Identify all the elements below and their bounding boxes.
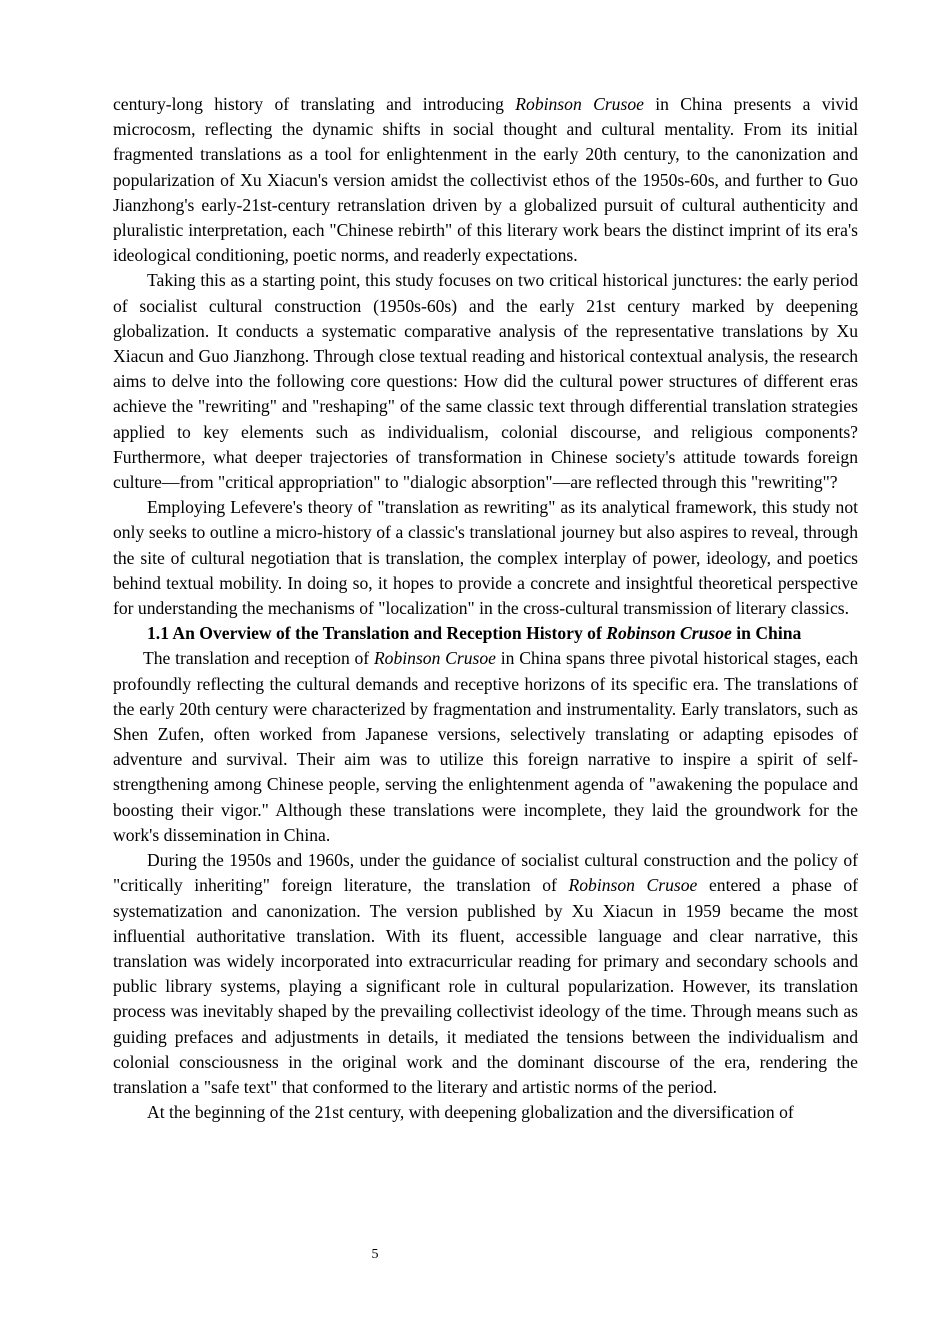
heading-text: 1.1 An Overview of the Translation and Reception History of xyxy=(147,623,607,644)
paragraph-research-focus xyxy=(113,268,858,495)
paragraph-intro-continued xyxy=(113,92,858,268)
paragraph-text: entered a phase of systematization and canonization. The version published by Xu Xiacun in 1959 became the most influential authoritative translation. With its fluent, accessible language and clear narrative, this translation was widely incorporated into extracurricular reading for primary and secondary schools and public library systems, playing a significant role in cultural popularization. However, its translation process was inevitably shaped by the prevailing collectivist ideology of the time. Through means such as guiding prefaces and adjustments in details, it mediated the tensions between the individualism and colonial consciousness in the original work and the dominant discourse of the era, rendering the translation a "safe text" that conformed to the literary and artistic norms of the period. xyxy=(113,875,858,1097)
paragraph-text: Taking this as a starting point, this study focuses on two critical historical junctures: the early period of socialist cultural construction (1950s-60s) and the early 21st century marked by deepening globalization. It conducts a systematic comparative analysis of the representative translations by Xu Xiacun and Guo Jianzhong. Through close textual reading and historical contextual analysis, the research aims to delve into the following core questions: How did the cultural power structures of different eras achieve the "rewriting" and "reshaping" of the same classic text through differential translation strategies applied to key elements such as individualism, colonial discourse, and religious components? Furthermore, what deeper trajectories of transformation in Chinese society's attitude towards foreign culture—from "critical appropriation" to "dialogic absorption"—are reflected through this "rewriting"? xyxy=(113,270,858,493)
paragraph-text: in China spans three pivotal historical stages, each profoundly reflecting the cultural demands and receptive horizons of its specific era. The translations of the early 20th century were characterized by fragmentation and instrumentality. Early translators, such as Shen Zufen, often worked from Japanese versions, selectively translating or adapting episodes of adventure and survival. Their aim was to utilize this foreign narrative to inspire a spirit of self-strengthening among Chinese people, serving the enlightenment agenda of "awakening the populace and boosting their vigor." Although these translations were incomplete, they laid the groundwork for the work's dissemination in China. xyxy=(113,648,859,845)
heading-book-title: Robinson Crusoe xyxy=(606,623,732,644)
paragraph-text: During the 1950s and 1960s, under the guidance of socialist cultural construction and the policy of "critically inheriting" foreign literature, the translation of xyxy=(113,850,858,896)
page-number: 5 xyxy=(371,1247,379,1262)
book-title: Robinson Crusoe xyxy=(515,94,644,114)
book-title: Robinson Crusoe xyxy=(568,875,698,896)
body-text xyxy=(113,92,858,1125)
paragraph-text: century-long history of translating and introducing xyxy=(113,94,516,114)
paragraph-early-20th xyxy=(113,646,858,848)
paragraph-theory xyxy=(113,495,858,621)
paragraph-text: At the beginning of the 21st century, with deepening globalization and the diversification of xyxy=(147,1102,794,1123)
paragraph-text: The translation and reception of xyxy=(143,648,374,669)
heading-text: in China xyxy=(731,623,802,644)
paragraph-1950s xyxy=(113,848,858,1100)
paragraph-text: Employing Lefevere's theory of "translation as rewriting" as its analytical framework, this study not only seeks to outline a micro-history of a classic's translational journey but also aspires to reveal, through the site of cultural negotiation that is translation, the complex interplay of power, ideology, and poetics behind textual mobility. In doing so, it hopes to provide a concrete and insightful theoretical perspective for understanding the mechanisms of "localization" in the cross-cultural transmission of literary classics. xyxy=(113,497,858,619)
book-title: Robinson Crusoe xyxy=(373,648,496,669)
section-heading xyxy=(113,621,858,646)
paragraph-21st-century xyxy=(113,1100,858,1125)
paragraph-text: in China presents a vivid microcosm, reflecting the dynamic shifts in social thought and cultural mentality. From its initial fragmented translations as a tool for enlightenment in the early 20th century, to the canonization and popularization of Xu Xiacun's version amidst the collectivist ethos of the 1950s-60s, and further to Guo Jianzhong's early-21st-century retranslation driven by a globalized pursuit of cultural authenticity and pluralistic interpretation, each "Chinese rebirth" of this literary work bears the distinct imprint of its era's ideological conditioning, poetic norms, and readerly expectations. xyxy=(113,94,858,266)
